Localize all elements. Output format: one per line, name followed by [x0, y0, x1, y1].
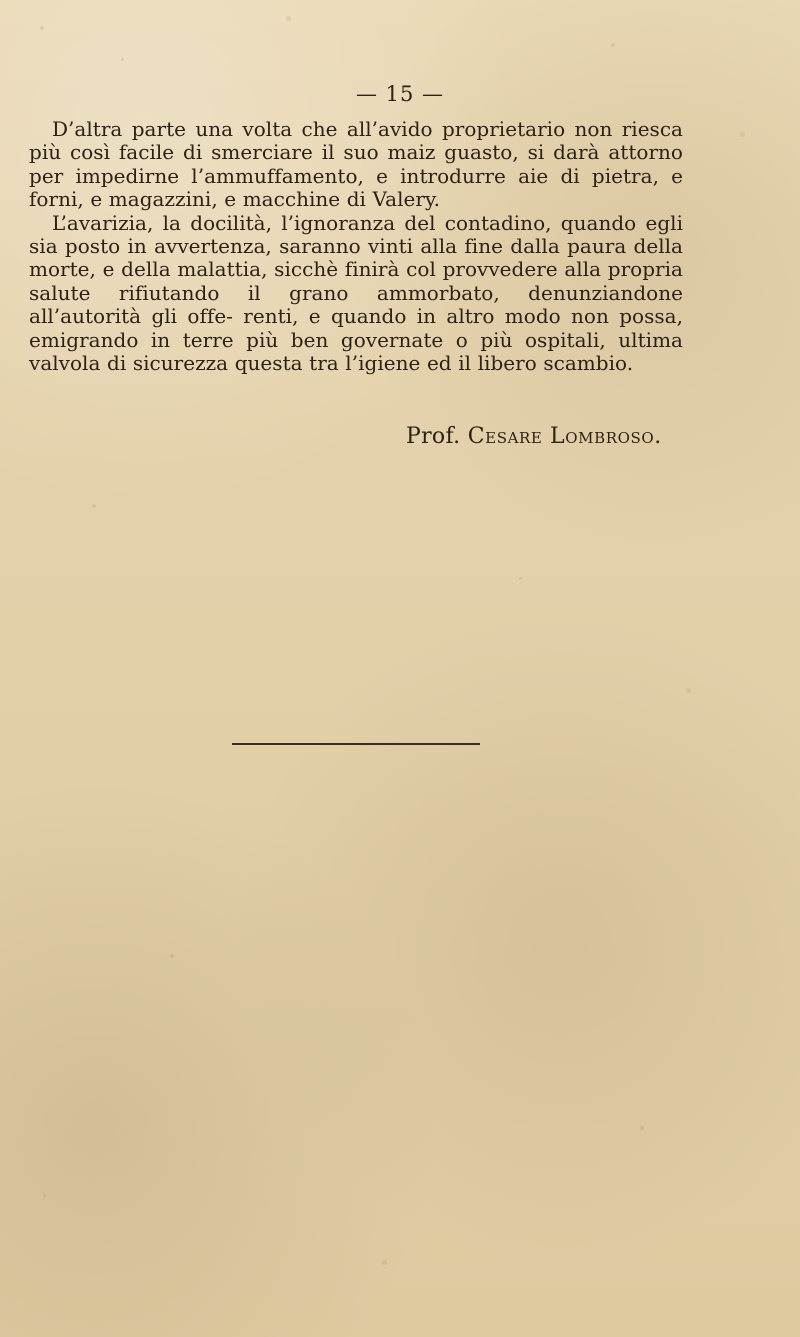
paper-spot	[170, 954, 174, 958]
paper-spot	[121, 58, 124, 61]
paper-spot	[92, 504, 96, 508]
paper-spot	[43, 1194, 46, 1197]
signature-name: Cesare Lombroso.	[467, 424, 662, 449]
paper-spot	[286, 16, 291, 21]
paper-spot	[611, 43, 615, 47]
page-number: — 15 —	[355, 82, 445, 106]
paper-spot	[519, 577, 522, 580]
paper-spot	[40, 26, 44, 30]
document-body	[29, 118, 683, 375]
paragraph-2: L’avarizia, la docilità, l’ignoranza del contadino, quando egli sia posto in avvertenza, saranno vinti alla fine dalla paura della morte, e della malattia, sicchè finirà col provvedere alla propria salute rifiutando il grano ammorbato, denunziandone all’autorità gli offe- renti, e quando in altro modo non possa, emigrando in terre più ben governate o più ospitali, ultima valvola di sicurezza questa tra l’igiene ed il libero scambio.	[29, 210, 683, 376]
paper-spot	[686, 688, 691, 693]
paper-spot	[640, 1126, 644, 1130]
section-divider	[232, 743, 480, 745]
paragraph-1: D’altra parte una volta che all’avido proprietario non riesca più così facile di smerciare il suo maiz guasto, si darà attorno per impedirne l’ammuffamento, e introdurre aie di pietra, e forni, e magazzini, e macchine di Valery.	[29, 117, 683, 212]
paper-spot	[382, 1260, 387, 1265]
author-signature	[406, 426, 662, 448]
signature-prefix: Prof.	[406, 424, 461, 449]
paper-spot	[740, 132, 745, 137]
